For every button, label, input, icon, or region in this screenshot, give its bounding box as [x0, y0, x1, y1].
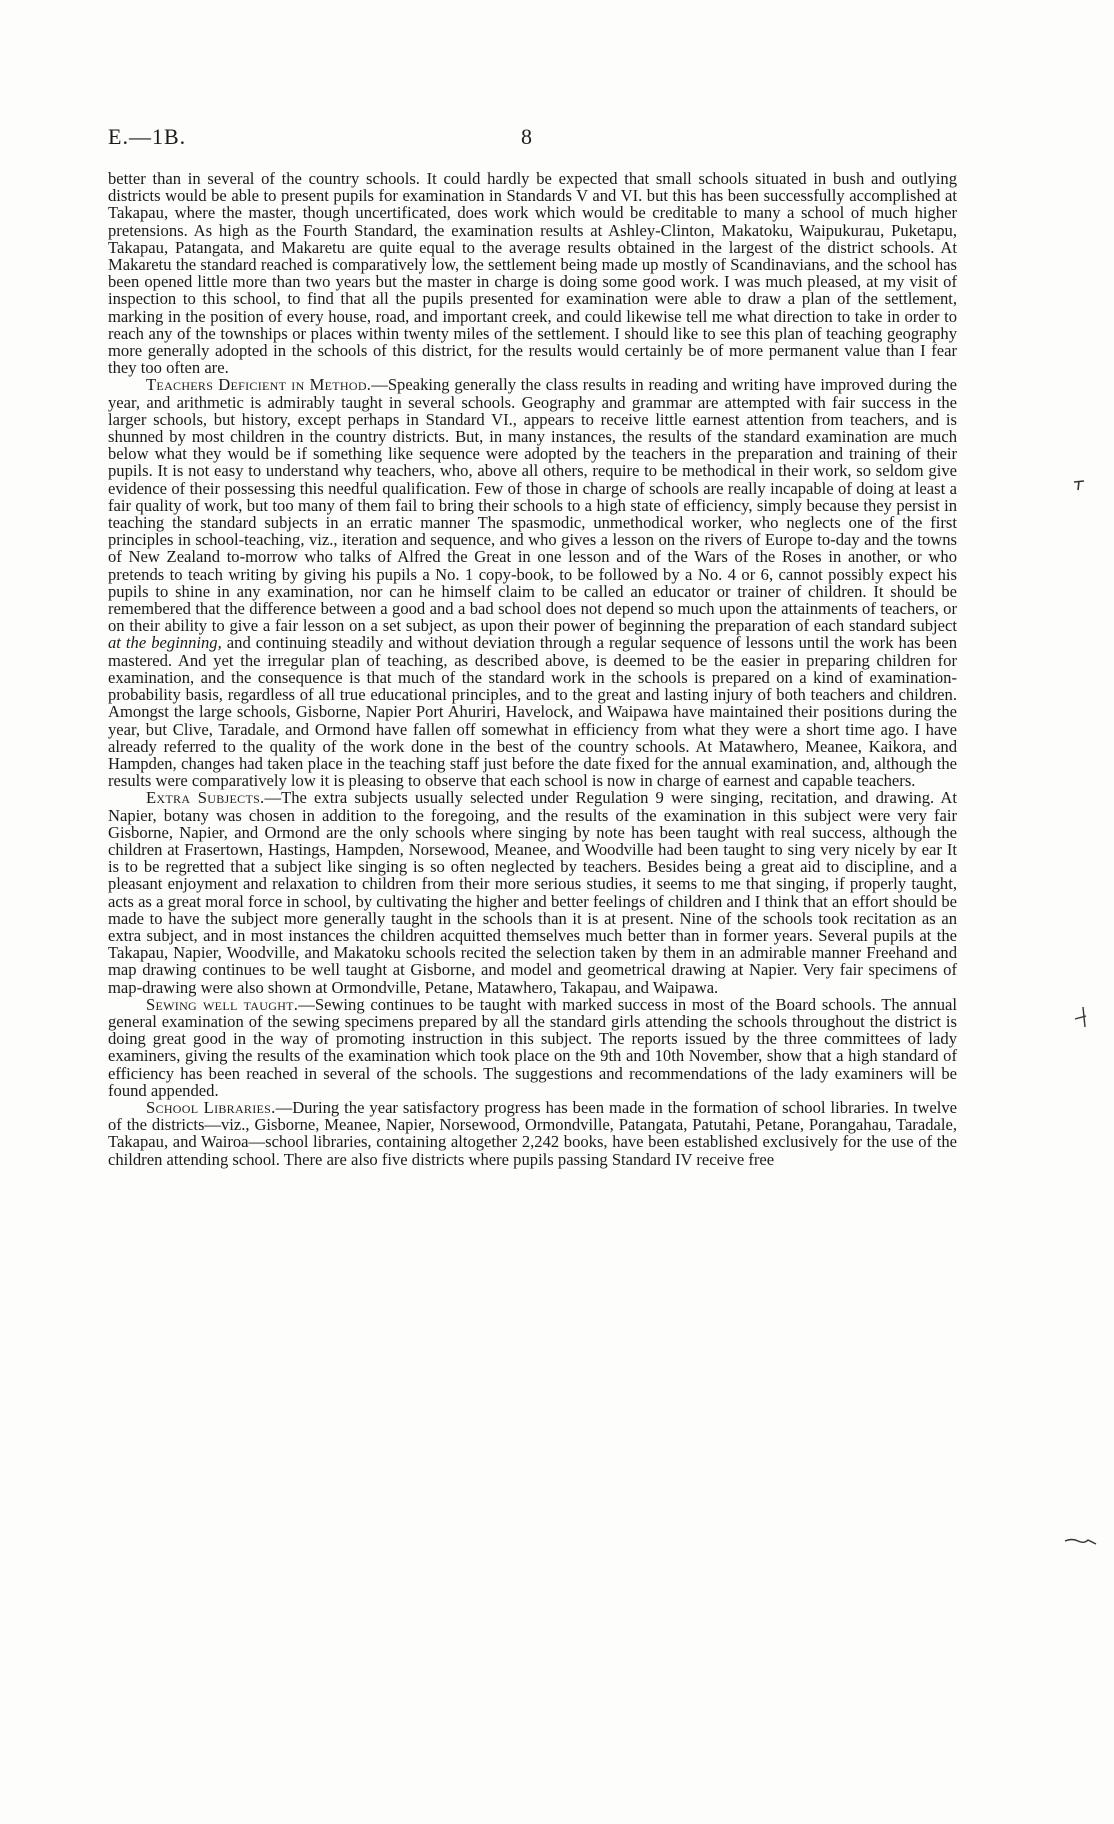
- paragraph-text: —Speaking generally the class results in reading and writing have improved during the year, and arithmetic is admirably taught in several schools. Geography and grammar are attempted with fair success in the larger schools, but history, except perhaps in Standard VI., appears to receive little earnest attention from teachers, and is shunned by most children in the country districts. But, in many instances, the results of the standard examination are much below what they would be if something like sequence were adopted by the teachers in the preparation and training of their pupils. It is not easy to understand why teachers, who, above all others, require to be methodical in their work, so seldom give evidence of their possessing this needful qualification. Few of those in charge of schools are really incapable of doing at least a fair quality of work, but too many of them fail to bring their schools to a high state of efficiency, simply because they persist in teaching the standard subjects in an erratic manner The spasmodic, unmethodical worker, who neglects one of the first principles in school-teaching, viz., iteration and sequence, and who gives a lesson on the rivers of Europe to-day and the towns of New Zealand to-morrow who talks of Alfred the Great in one lesson and of the Wars of the Roses in another, or who pretends to teach writing by giving his pupils a No. 1 copy-book, to be followed by a No. 4 or 6, cannot possibly expect his pupils to shine in any examination, nor can he himself claim to be called an educator or trainer of children. It should be remembered that the difference between a good and a bad school does not depend so much upon the attainments of teachers, or on their ability to give a fair lesson on a set subject, as upon their power of beginning the preparation of each standard subject: [108, 375, 957, 636]
- body-text: [108, 170, 957, 1168]
- margin-mark: [1072, 478, 1086, 492]
- paragraph-text: —During the year satisfactory progress has been made in the formation of school libraries. In twelve of the districts—viz., Gisborne, Meanee, Napier, Norsewood, Ormondville, Patangata, Patutahi, Petane, Porangahau, Taradale, Takapau, and Wairoa—school libraries, containing altogether 2,242 books, have been established exclusively for the use of the children attending school. There are also five districts where pupils passing Standard IV receive free: [108, 1097, 957, 1169]
- page-header: [108, 124, 1028, 154]
- paragraph-extra-subjects: [108, 789, 957, 995]
- paragraph-continuation: [108, 170, 957, 376]
- paragraph-text: —Sewing continues to be taught with marked success in most of the Board schools. The annual general examination of the sewing specimens prepared by all the standard girls attending the schools throughout the district is doing great good in the way of promoting instruction in this subject. The reports issued by the three committees of lady examiners, giving the results of the examination which took place on the 9th and 10th November, show that a high standard of efficiency has been reached in several of the schools. The suggestions and recommendations of the lady examiners will be found appended.: [108, 994, 957, 1100]
- emphasis-text: at the beginning,: [108, 633, 222, 653]
- margin-mark: [1064, 1535, 1098, 1547]
- paragraph-sewing: [108, 996, 957, 1099]
- document-reference: E.—1B.: [108, 124, 187, 149]
- section-heading: Extra Subjects.: [146, 788, 265, 808]
- paragraph-text: better than in several of the country schools. It could hardly be expected that small schools situated in bush and outlying districts would be able to present pupils for examination in Standards V and VI. but this has been successfully accomplished at Takapau, where the master, though uncertificated, does work which would be creditable to many a school of much higher pretensions. As high as the Fourth Standard, the examination results at Ashley-Clinton, Makatoku, Waipukurau, Puketapu, Takapau, Patangata, and Makaretu are quite equal to the average results obtained in the largest of the district schools. At Makaretu the standard reached is comparatively low, the settlement being made up mostly of Scandinavians, and the school has been opened little more than two years but the master in charge is doing some good work. I was much pleased, at my visit of inspection to this school, to find that all the pupils presented for examination were able to draw a plan of the settlement, marking in the position of every house, road, and important creek, and could likewise tell me what direction to take in order to reach any of the townships or places within twenty miles of the settlement. I should like to see this plan of teaching geography more generally adopted in the schools of this district, for the results would certainly be of more permanent value than I fear they too often are.: [108, 169, 957, 378]
- paragraph-teachers-deficient: [108, 376, 957, 789]
- section-heading: Sewing well taught.: [146, 994, 299, 1014]
- section-heading: School Libraries.: [146, 1097, 276, 1117]
- margin-mark: [1074, 1003, 1088, 1029]
- paragraph-text-continued: and continuing steadily and without deviation through a regular sequence of lessons until the work has been mastered. And yet the irregular plan of teaching, as described above, is deemed to be the easier in preparing children for examination, and the consequence is that much of the standard work in the schools is prepared on a kind of examination-probability basis, regardless of all true educational principles, and to the great and lasting injury of both teachers and children. Amongst the large schools, Gisborne, Napier Port Ahuriri, Havelock, and Waipawa have maintained their positions during the year, but Clive, Taradale, and Ormond have fallen off somewhat in efficiency from what they were a short time ago. I have already referred to the quality of the work done in the best of the country schools. At Matawhero, Meanee, Kaikora, and Hampden, changes had taken place in the teaching staff just before the date fixed for the annual examination, and, although the results were comparatively low it is pleasing to observe that each school is now in charge of earnest and capable teachers.: [108, 633, 957, 791]
- paragraph-school-libraries: [108, 1099, 957, 1168]
- paragraph-text: —The extra subjects usually selected under Regulation 9 were singing, recitation, and drawing. At Napier, botany was chosen in addition to the foregoing, and the results of the examination in this subject were very fair Gisborne, Napier, and Ormond are the only schools where singing by note has been taught with real success, although the children at Frasertown, Hastings, Hampden, Norsewood, Meanee, and Woodville had been taught to sing very nicely by ear It is to be regretted that a subject like singing is so often neglected by teachers. Besides being a great aid to discipline, and a pleasant enjoyment and relaxation to children from their more serious studies, it seems to me that singing, if properly taught, acts as a great moral force in school, by cultivating the higher and better feelings of children and I think that an effort should be made to have the subject more generally taught in the schools than it is at present. Nine of the schools took recitation as an extra subject, and in most instances the children acquitted themselves much better than in former years. Several pupils at the Takapau, Napier, Woodville, and Makatoku schools recited the selection taken by them in an admirable manner Freehand and map drawing continues to be well taught at Gisborne, and model and geometrical drawing at Napier. Very fair specimens of map-drawing were also shown at Ormondville, Petane, Matawhero, Takapau, and Waipawa.: [108, 788, 957, 997]
- page-number: 8: [521, 124, 532, 149]
- section-heading: Teachers Deficient in Method.: [146, 375, 372, 395]
